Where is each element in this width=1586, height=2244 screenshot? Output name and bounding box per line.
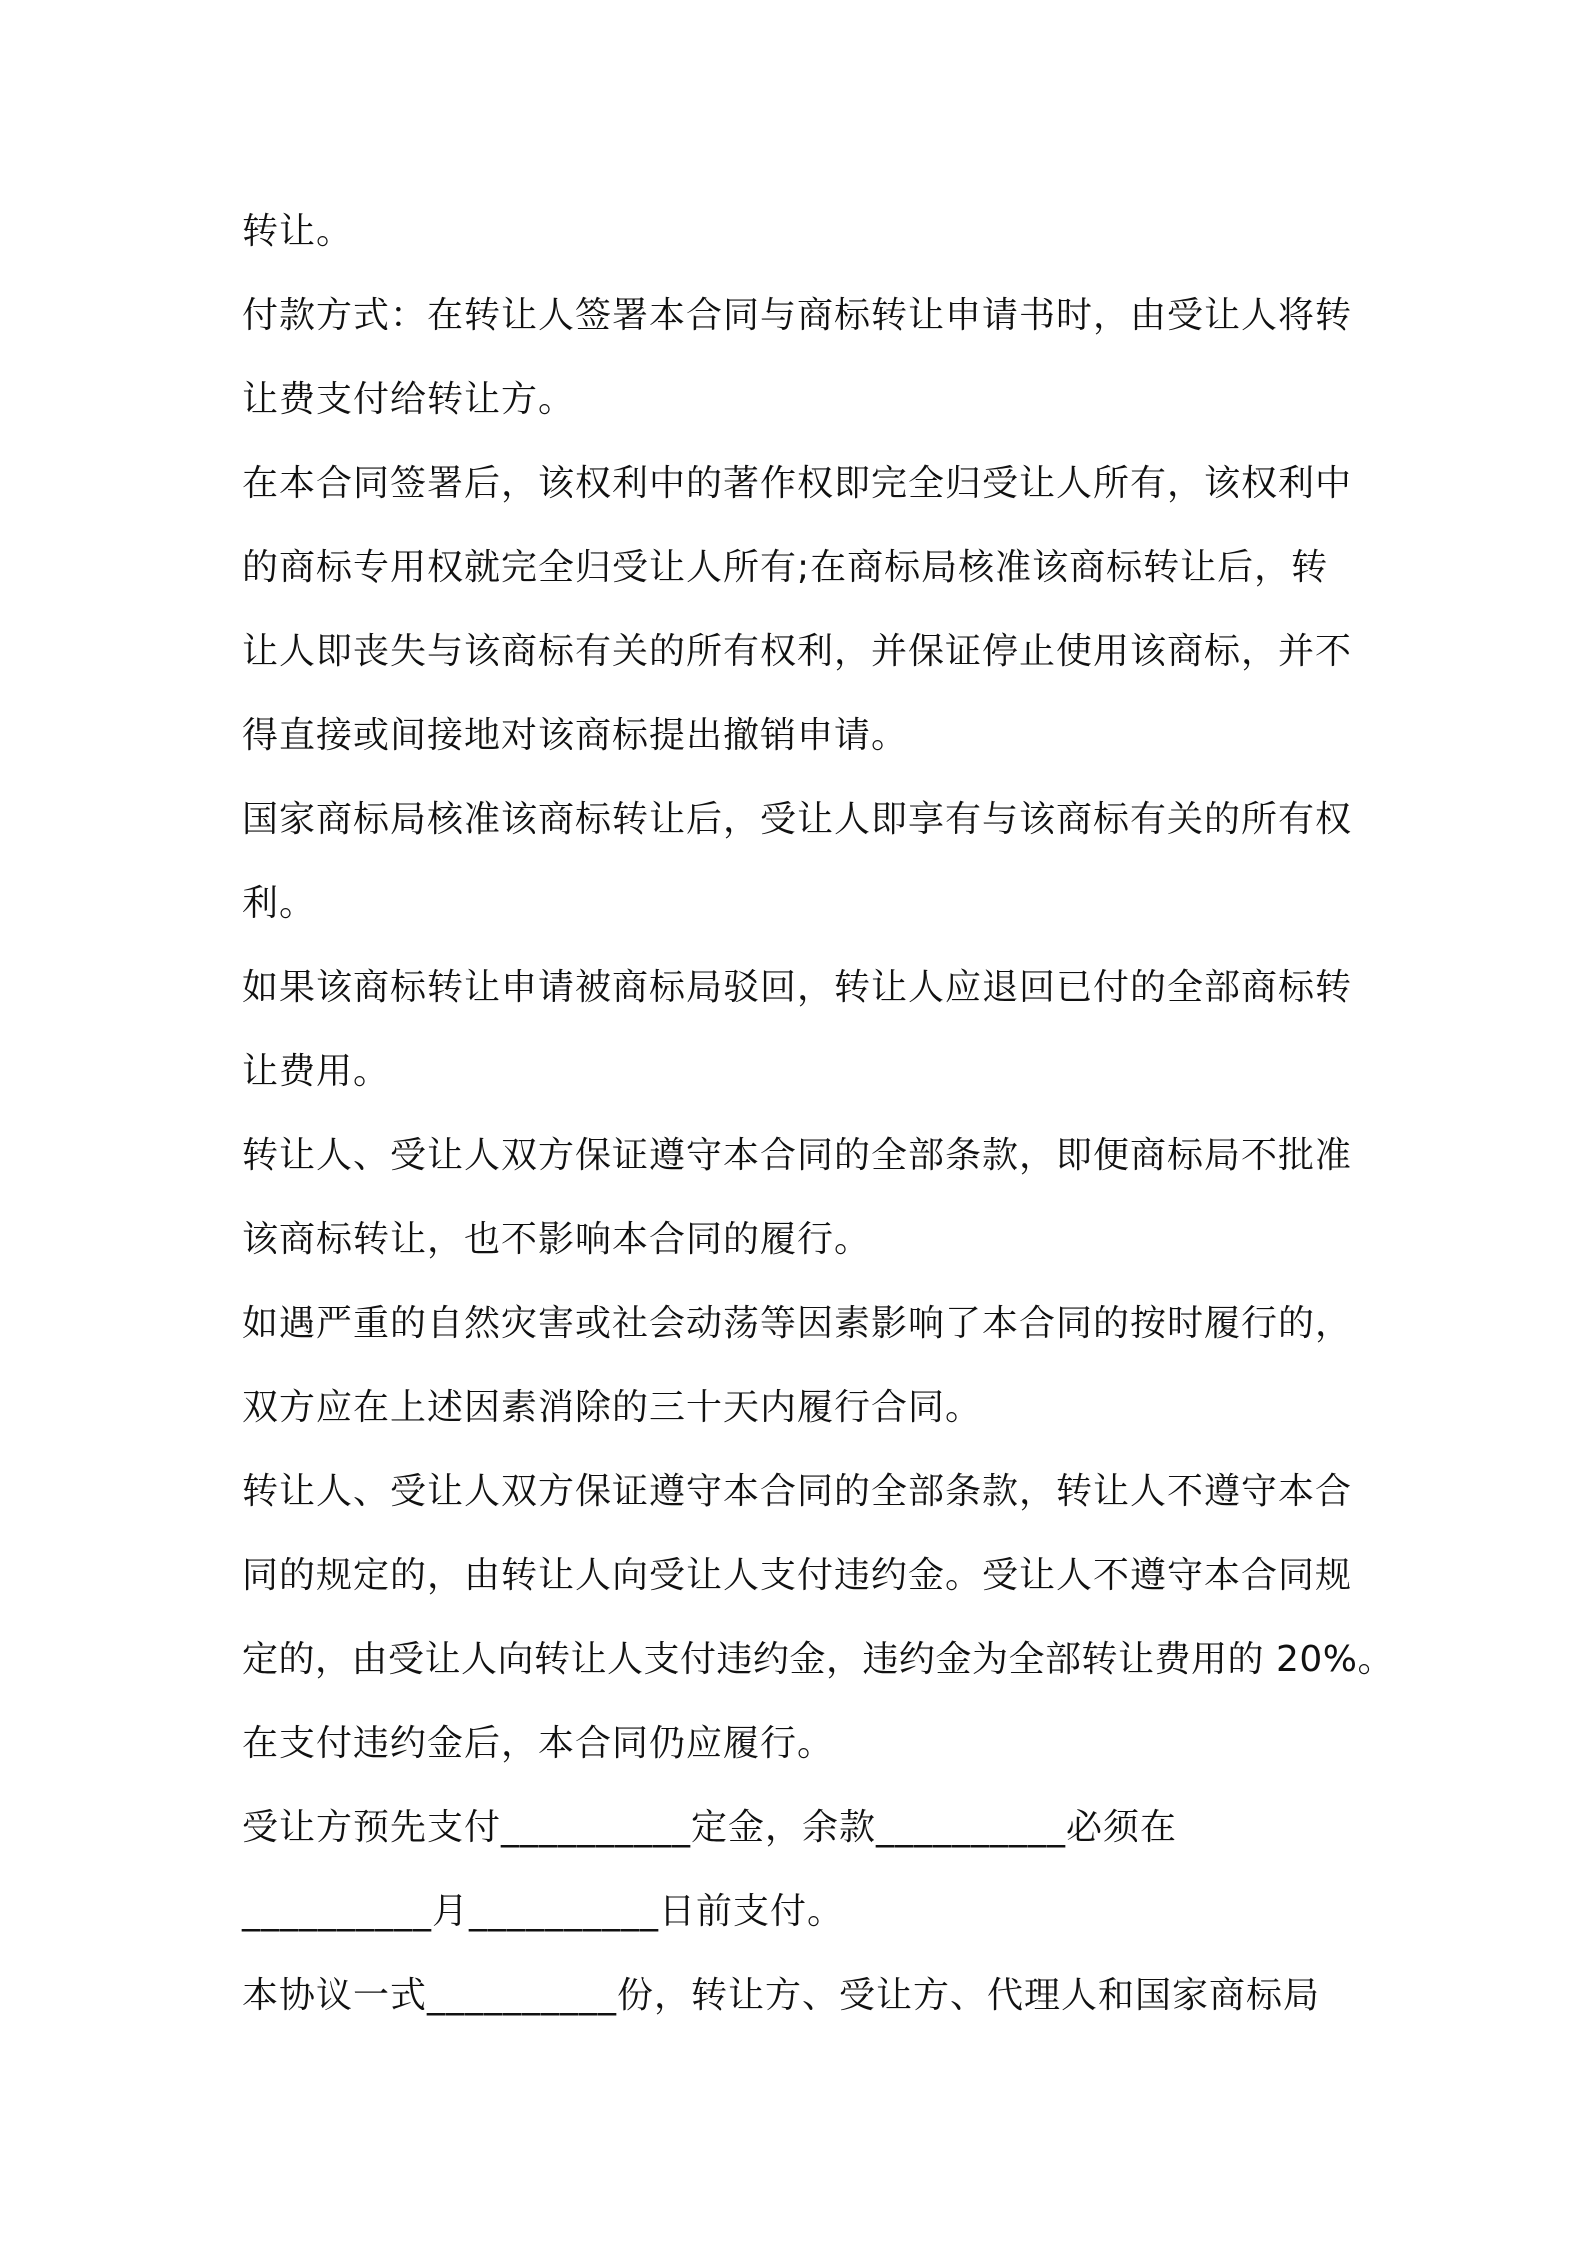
text-line: 转让人、受让人双方保证遵守本合同的全部条款，转让人不遵守本合 (242, 1471, 1353, 1512)
text-line: 的商标专用权就完全归受让人所有;在商标局核准该商标转让后，转 (242, 547, 1329, 588)
text-line: 国家商标局核准该商标转让后，受让人即享有与该商标有关的所有权 (242, 799, 1353, 840)
text-line: 利。 (242, 883, 317, 924)
text-line: 定的，由受让人向转让人支付违约金，违约金为全部转让费用的 20%。 (242, 1639, 1394, 1680)
text-line: 转让。 (242, 211, 354, 252)
text-line: 让费用。 (242, 1051, 391, 1092)
text-line: 在支付违约金后，本合同仍应履行。 (242, 1723, 835, 1764)
text-line: 付款方式：在转让人签署本合同与商标转让申请书时，由受让人将转 (242, 295, 1353, 336)
text-line: 该商标转让，也不影响本合同的履行。 (242, 1219, 872, 1260)
text-line: 双方应在上述因素消除的三十天内履行合同。 (242, 1387, 983, 1428)
text-line: 本协议一式__________份，转让方、受让方、代理人和国家商标局 (242, 1975, 1321, 2016)
text-line: 如果该商标转让申请被商标局驳回，转让人应退回已付的全部商标转 (242, 967, 1353, 1008)
text-line: 让费支付给转让方。 (242, 379, 576, 420)
text-line: 在本合同签署后，该权利中的著作权即完全归受让人所有，该权利中 (242, 463, 1353, 504)
text-line: 受让方预先支付__________定金，余款__________必须在 (242, 1807, 1178, 1848)
text-line: 让人即丧失与该商标有关的所有权利，并保证停止使用该商标，并不 (242, 631, 1353, 672)
text-line: 得直接或间接地对该商标提出撤销申请。 (242, 715, 909, 756)
text-line: 同的规定的，由转让人向受让人支付违约金。受让人不遵守本合同规 (242, 1555, 1353, 1596)
contract-text (242, 190, 1394, 2038)
text-line: 如遇严重的自然灾害或社会动荡等因素影响了本合同的按时履行的， (242, 1303, 1353, 1344)
text-line: 转让人、受让人双方保证遵守本合同的全部条款，即便商标局不批准 (242, 1135, 1353, 1176)
text-line: __________月__________日前支付。 (242, 1891, 845, 1932)
